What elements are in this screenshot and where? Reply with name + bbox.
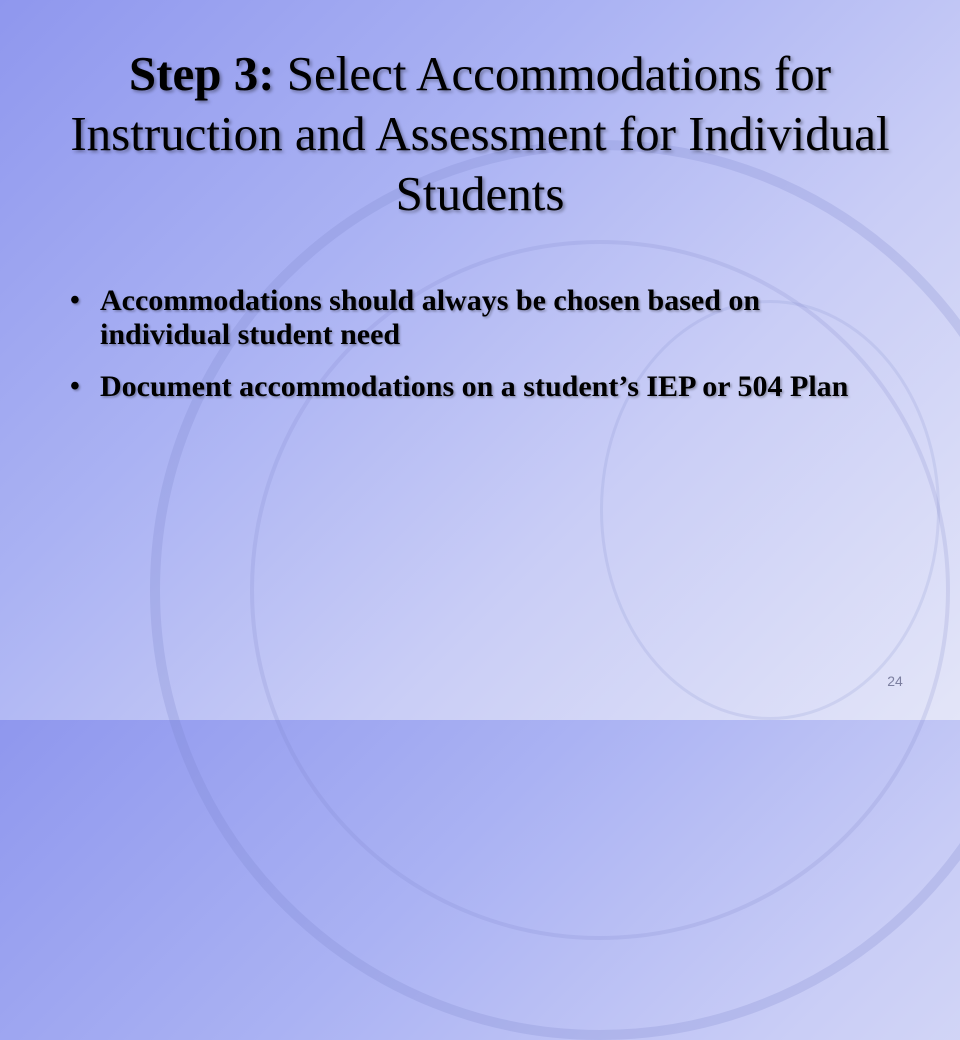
title-text: Select Accommodations for Instruction and Assessment for Individual Students [70,46,890,221]
bullet-text: Document accommodations on a student’s IEP or 504 Plan [100,370,849,403]
slide-title [40,44,920,224]
bullet-dot-icon: • [70,285,80,316]
page-number: 24 [887,673,903,689]
bullet-dot-icon: • [70,371,80,402]
bullet-item [62,284,892,352]
bullet-item [62,370,892,404]
bullet-list [62,284,892,422]
bullet-text: Accommodations should always be chosen based on individual student need [100,284,761,351]
step-label: Step 3: [128,46,275,101]
